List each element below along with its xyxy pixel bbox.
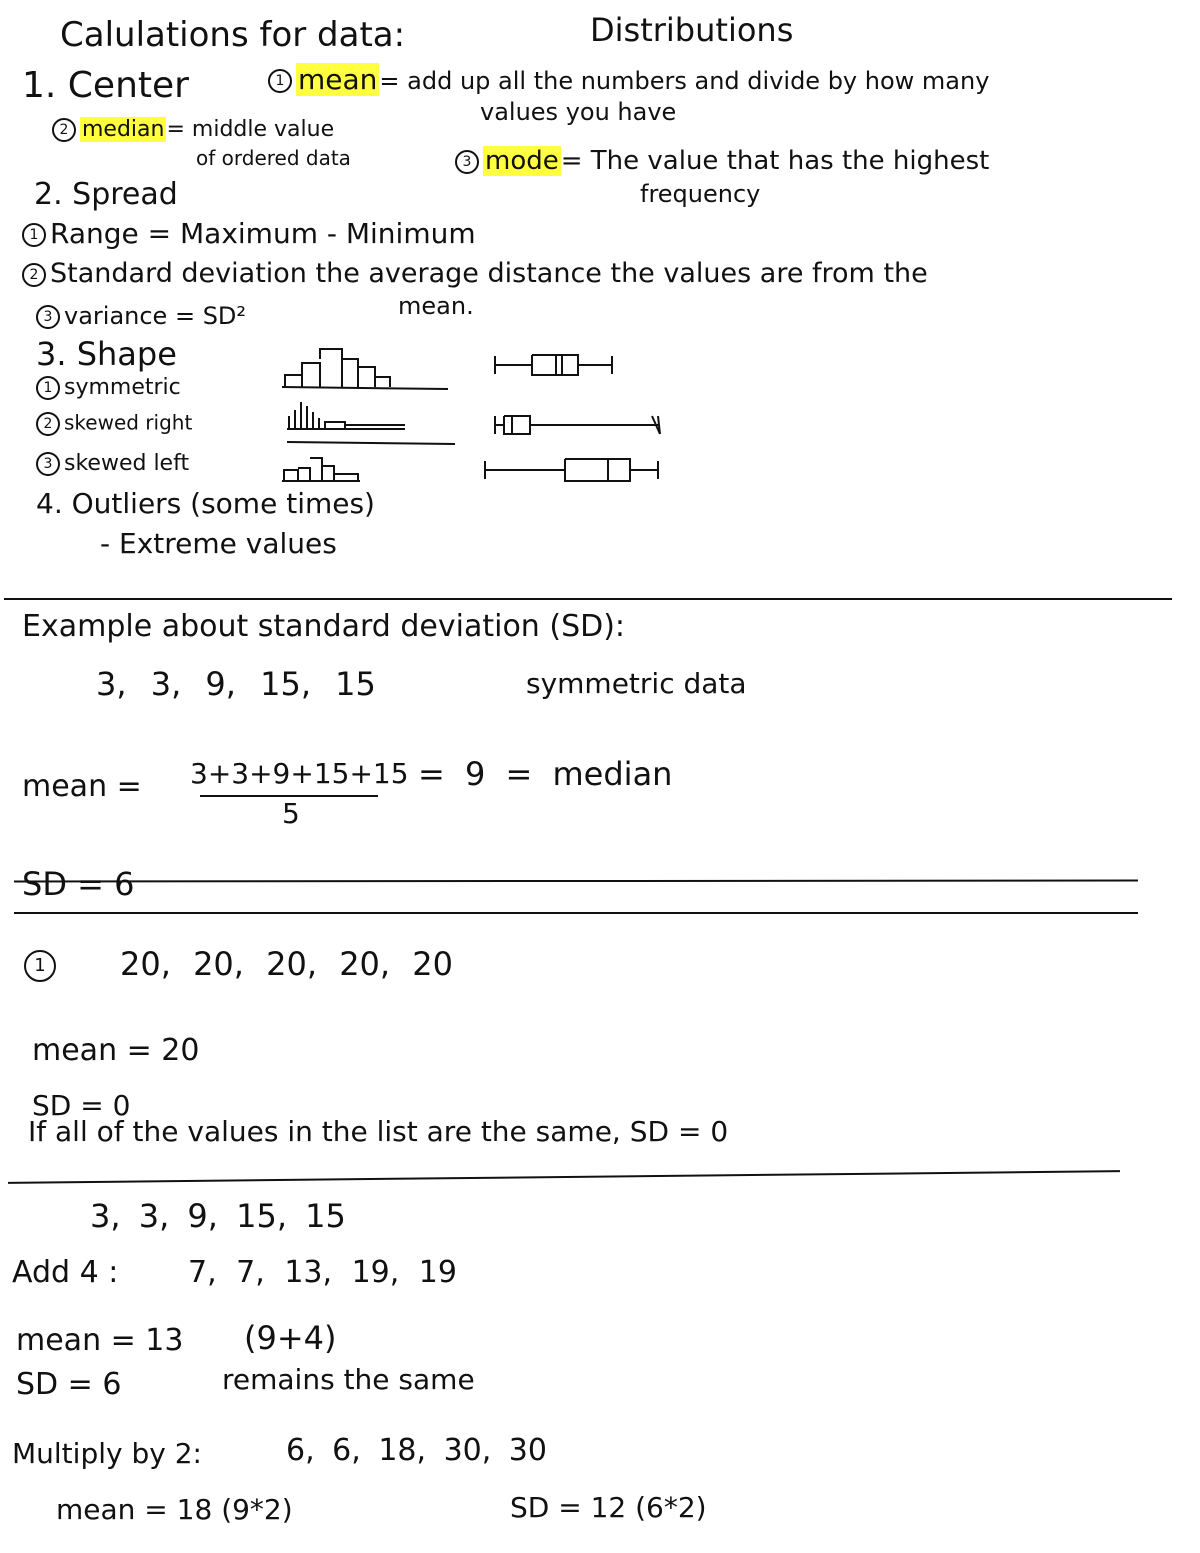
example-sd: SD = 6 [22,865,135,903]
skewed-right-boxplot-sketch [490,410,670,440]
example1-data [24,945,453,983]
skewed-left-boxplot-sketch [480,455,670,485]
example2-mult-sd: SD = 12 (6*2) [510,1491,707,1524]
sd-definition [22,260,928,287]
example2-mult-label: Multiply by 2: [12,1437,202,1470]
example-data: 3, 3, 9, 15, 15 [96,665,376,703]
number-badge: 3 [36,305,60,329]
number-badge: 2 [52,118,76,142]
range-definition [22,217,476,250]
mode-def: = The value that has the highest [560,146,990,176]
number-badge: 1 [22,223,46,247]
mean-term: mean [298,63,378,96]
median-definition [52,118,334,142]
example2-mult-values: 6, 6, 18, 30, 30 [286,1433,547,1468]
example2-mult-mean: mean = 18 (9*2) [56,1493,293,1526]
shape-label: skewed right [64,410,193,435]
sd-def-continued: mean. [398,292,474,320]
mode-def-continued: frequency [640,180,761,208]
number-badge: 1 [36,376,60,400]
median-def-continued: of ordered data [196,146,351,170]
number-badge: 3 [455,150,479,174]
example1-mean: mean = 20 [32,1033,200,1068]
median-term: median [82,117,165,142]
example-heading: Example about standard deviation (SD): [22,609,626,644]
number-badge: 1 [268,69,292,93]
shape-heading: 3. Shape [36,335,177,373]
shape-label: skewed left [64,451,190,476]
example2-sd-note: remains the same [222,1363,475,1396]
section-divider [8,1170,1120,1184]
page-title: Calulations for data: [60,15,406,55]
variance-text: variance = SD² [64,302,247,330]
symmetric-histogram-sketch [280,345,455,395]
outliers-detail: - Extreme values [100,527,337,560]
example2-mean: mean = 13 [16,1323,184,1358]
example2-add-values: 7, 7, 13, 19, 19 [188,1255,457,1290]
variance-definition [36,304,246,329]
shape-item-skewed-right [36,412,192,436]
page-subtitle: Distributions [590,11,794,49]
number-badge: 2 [36,412,60,436]
section-divider [14,880,1138,883]
example-mean-label: mean = [22,769,142,804]
mean-def: = add up all the numbers and divide by how many [379,67,990,95]
range-text: Range = Maximum - Minimum [50,217,476,250]
number-badge: 2 [22,263,46,287]
example-mean-result: = 9 = median [418,755,673,793]
mode-definition [455,148,989,174]
shape-label: symmetric [64,375,181,400]
mean-definition [268,63,990,96]
mean-numerator: 3+3+9+15+15 [190,757,409,790]
median-def: = middle value [166,117,335,142]
number-badge: 3 [36,452,60,476]
outliers-heading: 4. Outliers (some times) [36,487,375,520]
example1-sd: SD = 0 [32,1089,131,1122]
example2-mean-note: (9+4) [244,1319,337,1357]
skewed-right-histogram-sketch [285,398,460,448]
example2-sd: SD = 6 [16,1367,122,1402]
example1-values: 20, 20, 20, 20, 20 [120,945,453,983]
number-badge: 1 [24,950,56,982]
section-divider [4,598,1172,600]
example-data-note: symmetric data [526,667,747,700]
shape-item-skewed-left [36,452,189,476]
mode-term: mode [485,146,559,176]
spread-heading: 2. Spread [34,177,178,212]
mean-def-continued: values you have [480,98,677,126]
sd-text: Standard deviation the average distance the values are from the [50,258,928,289]
skewed-left-histogram-sketch [280,452,380,487]
symmetric-boxplot-sketch [490,350,620,380]
center-heading: 1. Center [22,65,189,106]
example2-add-label: Add 4 : [12,1255,119,1290]
example1-note: If all of the values in the list are the same, SD = 0 [28,1115,729,1148]
section-divider [14,912,1138,914]
shape-item-symmetric [36,376,181,400]
example2-data: 3, 3, 9, 15, 15 [90,1197,346,1235]
mean-denominator: 5 [282,797,300,830]
